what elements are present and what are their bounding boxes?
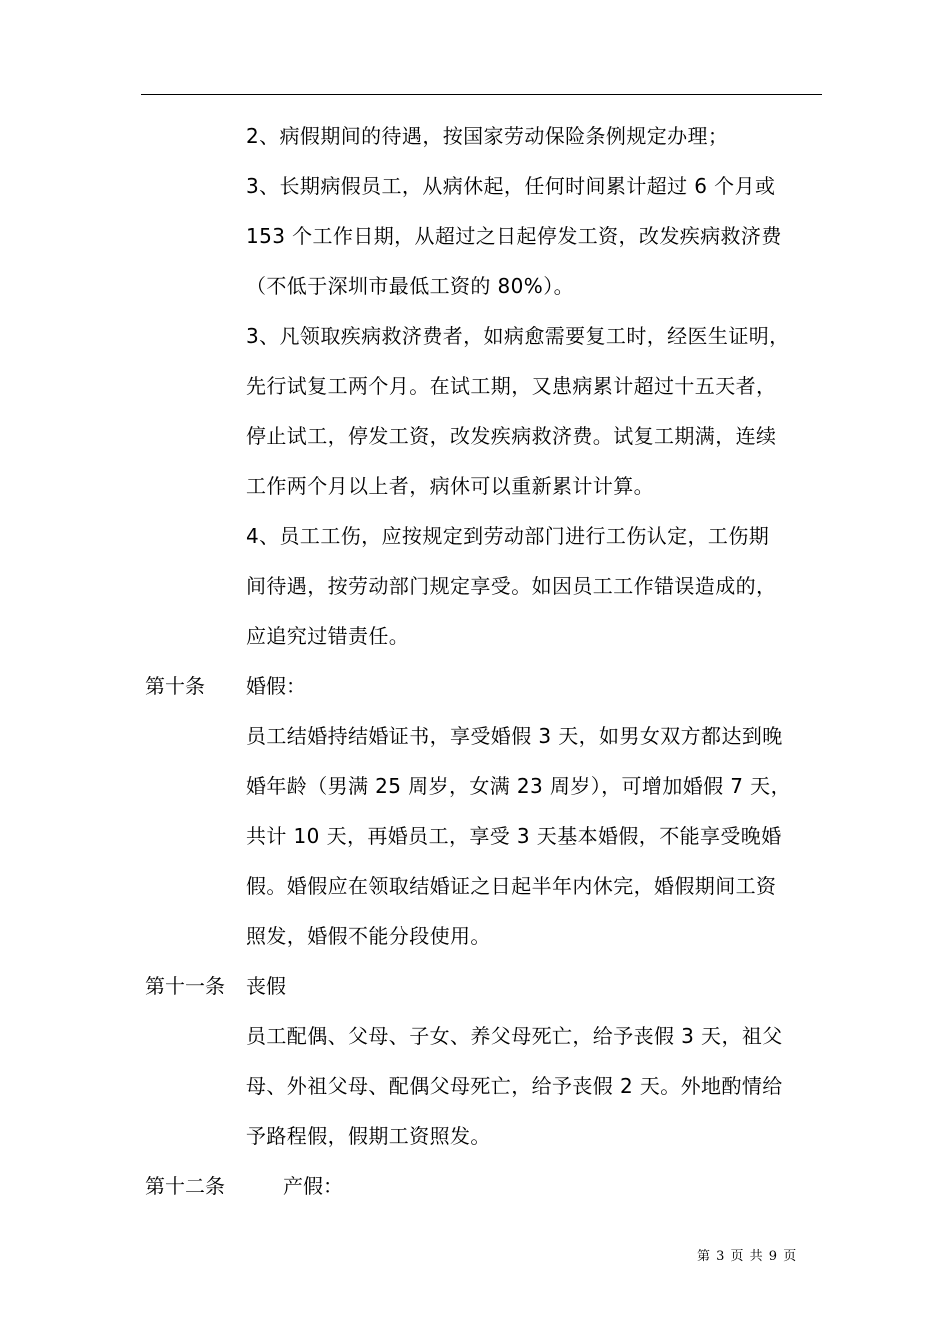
sick-leave-item-4-line-1: 4、员工工伤，应按规定到劳动部门进行工伤认定，工伤期 (246, 524, 770, 548)
sick-leave-item-3b-line-4: 工作两个月以上者，病休可以重新累计计算。 (246, 474, 654, 498)
article-10-number: 第十条 (145, 674, 205, 698)
page-number-footer: 第 3 页 共 9 页 (697, 1249, 797, 1264)
article-11-title: 丧假 (246, 974, 286, 998)
sick-leave-item-3a-line-1: 3、长期病假员工，从病休起，任何时间累计超过 6 个月或 (246, 174, 776, 198)
article-11-body-line-3: 予路程假，假期工资照发。 (246, 1124, 491, 1148)
article-11-number: 第十一条 (145, 974, 225, 998)
article-12-title: 产假： (283, 1174, 343, 1198)
sick-leave-item-4-line-2: 间待遇，按劳动部门规定享受。如因员工工作错误造成的， (246, 574, 777, 598)
article-10-title: 婚假： (246, 674, 306, 698)
article-11-body-line-2: 母、外祖父母、配偶父母死亡，给予丧假 2 天。外地酌情给 (246, 1074, 783, 1098)
article-10-body-line-1: 员工结婚持结婚证书，享受婚假 3 天，如男女双方都达到晚 (246, 724, 783, 748)
sick-leave-item-3b-line-1: 3、凡领取疾病救济费者，如病愈需要复工时，经医生证明， (246, 324, 790, 348)
sick-leave-item-4-line-3: 应追究过错责任。 (246, 624, 410, 648)
sick-leave-item-3a-line-2: 153 个工作日期，从超过之日起停发工资，改发疾病救济费 (246, 224, 782, 248)
article-10-body-line-5: 照发，婚假不能分段使用。 (246, 924, 491, 948)
article-10-body-line-2: 婚年龄（男满 25 周岁，女满 23 周岁），可增加婚假 7 天， (246, 774, 791, 798)
sick-leave-item-2: 2、病假期间的待遇，按国家劳动保险条例规定办理； (246, 124, 729, 148)
article-10-body-line-3: 共计 10 天，再婚员工，享受 3 天基本婚假，不能享受晚婚 (246, 824, 782, 848)
sick-leave-item-3b-line-2: 先行试复工两个月。在试工期，又患病累计超过十五天者， (246, 374, 777, 398)
sick-leave-item-3a-line-3: （不低于深圳市最低工资的 80%）。 (246, 274, 575, 298)
article-12-number: 第十二条 (145, 1174, 225, 1198)
article-10-body-line-4: 假。婚假应在领取结婚证之日起半年内休完，婚假期间工资 (246, 874, 777, 898)
article-11-body-line-1: 员工配偶、父母、子女、养父母死亡，给予丧假 3 天，祖父 (246, 1024, 783, 1048)
sick-leave-item-3b-line-3: 停止试工，停发工资，改发疾病救济费。试复工期满，连续 (246, 424, 777, 448)
